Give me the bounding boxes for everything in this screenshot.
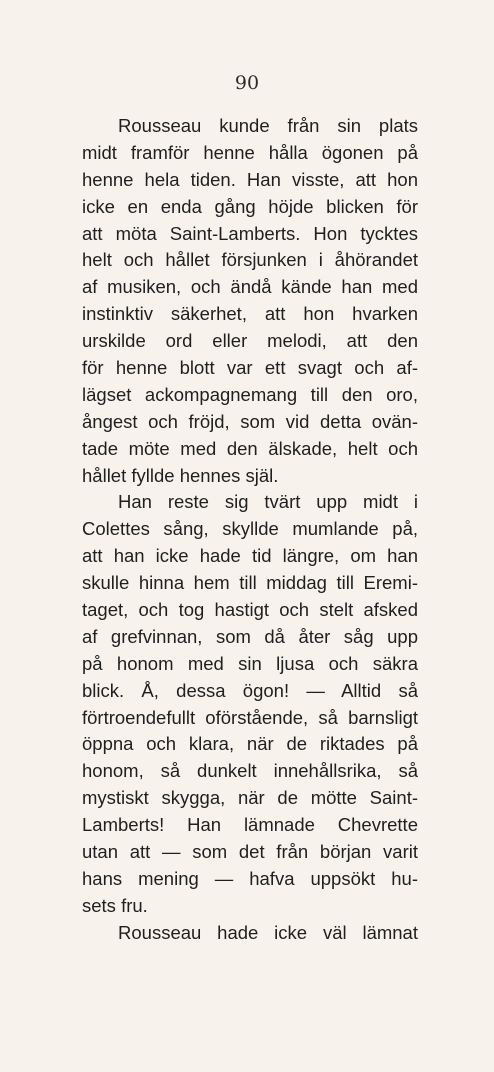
text-line: ångest och fröjd, som vid detta ovän- — [82, 410, 418, 432]
text-line: instinktiv säkerhet, att hon hvarken — [82, 303, 418, 325]
text-line: utan att — som det från början varit — [82, 841, 418, 863]
text-line: förtroendefullt oförstående, så barnsligt — [82, 706, 418, 728]
text-line: Rousseau kunde från sin plats — [118, 115, 418, 136]
text-line: henne hela tiden. Han visste, att hon — [82, 168, 418, 190]
text-line: mystiskt skygga, när de mötte Saint- — [82, 787, 418, 809]
text-line: Rousseau hade icke väl lämnat — [118, 921, 418, 943]
text-line: skulle hinna hem till middag till Eremi- — [82, 572, 418, 594]
text-line: att möta Saint-Lamberts. Hon tycktes — [82, 222, 418, 244]
text-line: Lamberts! Han lämnade Chevrette — [82, 814, 418, 836]
text-line: för henne blott var ett svagt och af- — [82, 357, 418, 379]
text-line: midt framför henne hålla ögonen på — [82, 141, 418, 163]
body-text — [82, 113, 418, 947]
text-line: att han icke hade tid längre, om han — [82, 545, 418, 567]
text-line: icke en enda gång höjde blicken för — [82, 195, 418, 217]
text-line: på honom med sin ljusa och säkra — [82, 652, 418, 674]
text-line: helt och hållet försjunken i åhörandet — [82, 249, 418, 271]
text-line: lägset ackompagnemang till den oro, — [82, 383, 418, 405]
text-line: af musiken, och ändå kände han med — [82, 276, 418, 298]
text-line: hans mening — hafva uppsökt hu- — [82, 867, 418, 889]
text-line: blick. Å, dessa ögon! — Alltid så — [82, 679, 418, 701]
text-line: taget, och tog hastigt och stelt afsked — [82, 599, 418, 621]
text-line: sets fru. — [82, 894, 148, 916]
text-line: af grefvinnan, som då åter såg upp — [82, 625, 418, 647]
text-line: tade möte med den älskade, helt och — [82, 437, 418, 459]
text-line: öppna och klara, när de riktades på — [82, 733, 418, 755]
text-line: urskilde ord eller melodi, att den — [82, 330, 418, 352]
text-line: honom, så dunkelt innehållsrika, så — [82, 760, 418, 782]
page-number: 90 — [234, 72, 260, 94]
text-line: Colettes sång, skyllde mumlande på, — [82, 518, 418, 540]
text-line: hållet fyllde hennes själ. — [82, 464, 279, 486]
text-line: Han reste sig tvärt upp midt i — [118, 491, 418, 513]
